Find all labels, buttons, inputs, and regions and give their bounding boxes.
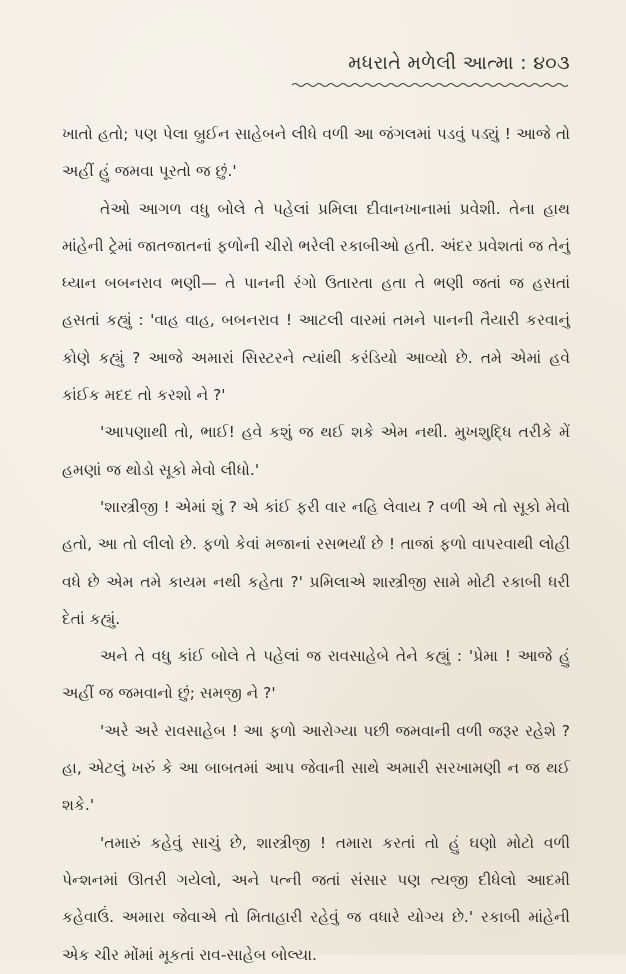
paragraph: 'અરે અરે રાવસાહેબ ! આ ફળો આરોગ્યા પછી જમવાની વળી જરૂર રહેશે ? હા, એટલું ખરું કે આ બાબતમાં આપ જેવાની સાથે અમારી સરખામણી ન જ થઈ શકે.' [62,721,570,815]
paragraph: 'શાસ્ત્રીજી ! એમાં શું ? એ કાંઈ ફરી વાર નહિ લેવાય ? વળી એ તો સૂકો મેવો હતો, આ તો લીલો છે. ફળો કેવાં મજાનાં રસભર્યાં છે ! તાજાં ફળો વાપરવાથી લોહી વધે છે એમ તમે કાયમ નથી કહેતા ?' પ્રમિલાએ શાસ્ત્રીજી સામે મોટી રકાબી ધરી દેતાં કહ્યું. [62,497,570,628]
running-title: મધરાતે મળેલી આત્મા : ૪૦૩ [348,52,570,74]
paragraph: તેઓ આગળ વધુ બોલે તે પહેલાં પ્રમિલા દીવાનખાનામાં પ્રવેશી. તેના હાથ માંહેની ટ્રેમાં જાતજાતનાં ફળોની ચીરો ભરેલી રકાબીઓ હતી. અંદર પ્રવેશતાં જ તેનું ધ્યાન બબનરાવ ભણી— તે પાનની રંગો ઉતારતા હતા તે ભણી જતાં જ હસતાં હસતાં કહ્યું : 'વાહ વાહ, બબનરાવ ! આટલી વારમાં તમને પાનની તૈયારી કરવાનું કોણે કહ્યું ? આજે અમારાં સિસ્ટરને ત્યાંથી કરંડિયો આવ્યો છે. તમે એમાં હવે કાંઈક મદદ તો કરશો ને ?' [62,199,570,405]
paragraph: અને તે વધુ કાંઈ બોલે તે પહેલાં જ રાવસાહેબે તેને કહ્યું : 'પ્રેમા ! આજે હું અહીં જ જમવાનો છું; સમજી ને ?' [62,647,570,703]
paragraph: ખાતો હતો; પણ પેલા બ્રુઈન સાહેબને લીધે વળી આ જંગલમાં પડવું પડ્યું ! આજે તો અહીં હું જમવા પૂરતો જ છું.' [62,125,570,181]
decorative-wavy-rule [292,82,570,88]
paragraph: 'આપણાથી તો, ભાઈ! હવે કશું જ થઈ શકે એમ નથી. મુખશુદ્ધિ તરીકે મેં હમણાં જ થોડો સૂકો મેવો લીધો.' [62,423,570,479]
paragraph: 'તમારું કહેવું સાચું છે, શાસ્ત્રીજી ! તમારા કરતાં તો હું ઘણો મોટો વળી પેન્શનમાં ઊતરી ગયેલો, અને પત્ની જતાં સંસાર પણ ત્યજી દીધેલો આદમી કહેવાઉં. અમારા જેવાએ તો મિતાહારી રહેવું જ વધારે યોગ્ય છે.' રકાબી માંહેની એક ચીર મોંમાં મૂકતાં રાવ-સાહેબ બોલ્યા. [62,833,570,964]
body-text [62,116,570,964]
page-header [0,48,626,88]
